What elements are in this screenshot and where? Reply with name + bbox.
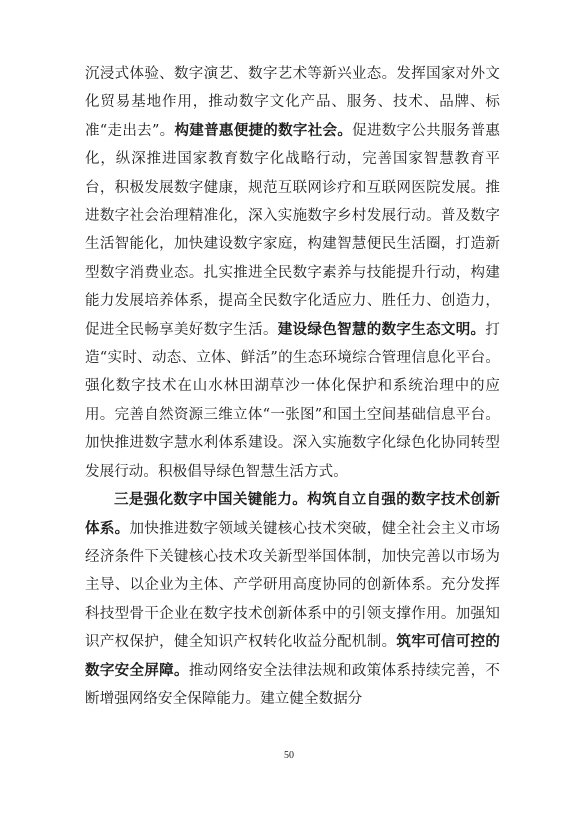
- heading-inclusive-digital-society: 构建普惠便捷的数字社会。: [174, 121, 353, 139]
- text-run: 加快推进数字领域关键核心技术突破，健全社会主义市场经济条件下关键核心技术攻关新型举国体制，加快完善以市场为主导、以企业为主体、产学研用高度协同的创新体系。充分发挥科技型骨干企业在数字技术创新体系中的引领支撑作用。加强知识产权保护，健全知识产权转化收益分配机制。: [85, 520, 500, 651]
- text-run: 沉浸式体验、数字演艺、数字艺术等新兴业态。发挥国家对外文化贸易基地作用，推动数字文化产品、服务、技术、品牌、标准“走出去”。: [85, 66, 500, 139]
- paragraph-digital-society: [85, 60, 500, 486]
- page-number: 50: [284, 750, 294, 761]
- text-run: 促进数字公共服务普惠化，纵深推进国家教育数字化战略行动，完善国家智慧教育平台，积极发展数字健康，规范互联网诊疗和互联网医院发展。推进数字社会治理精准化，深入实施数字乡村发展行动。普及数字生活智能化，加快建设数字家庭，构建智慧便民生活圈，打造新型数字消费业态。扎实推进全民数字素养与技能提升行动，构建能力发展培养体系，提高全民数字化适应力、胜任力、创造力，促进全民畅享美好数字生活。: [85, 122, 500, 338]
- text-run: 推动网络安全法律法规和政策体系持续完善，不断增强网络安全保障能力。建立健全数据分: [85, 662, 500, 707]
- text-run: 打造“实时、动态、立体、鲜活”的生态环境综合管理信息化平台。强化数字技术在山水林田湖草沙一体化保护和系统治理中的应用。完善自然资源三维立体“一张图”和国土空间基础信息平台。加快推进数字慧水利体系建设。深入实施数字化绿色化协同转型发展行动。积极倡导绿色智慧生活方式。: [85, 321, 500, 480]
- document-page: [85, 60, 500, 713]
- heading-security-barrier: 筑牢可信可控的数字安全屏障。: [85, 633, 500, 679]
- paragraph-key-capabilities: [85, 486, 500, 713]
- heading-key-capabilities: 三是强化数字中国关键能力。构筑自立自强的数字技术创新体系。: [85, 491, 500, 537]
- heading-green-digital-ecology: 建设绿色智慧的数字生态文明。: [277, 320, 486, 338]
